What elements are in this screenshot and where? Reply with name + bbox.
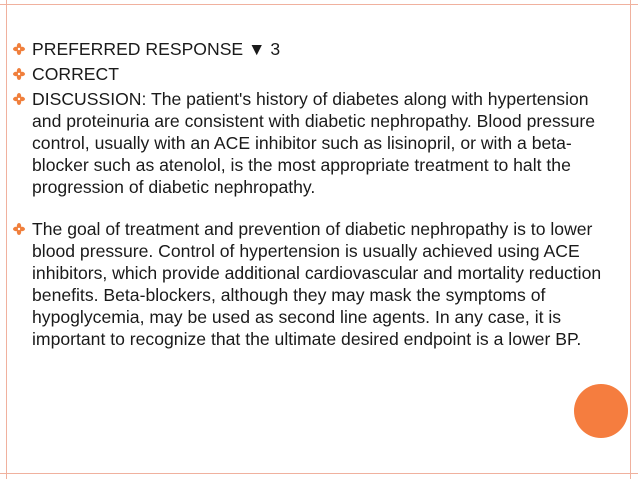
bullet-text: DISCUSSION: The patient's history of diabetes along with hypertension and proteinuria are consistent with diabetic nephropathy. Blood pressure control, usually with an ACE inhibitor such as lisinopril, or with a beta-blocker such as atenolol, is the most appropriate treatment to halt the progression of diabetic nephropathy. [32,89,596,197]
four-leaf-bullet-icon [13,223,25,235]
slide-content [10,38,610,350]
bullet-text: CORRECT [32,64,119,84]
four-leaf-bullet-icon [13,93,25,105]
bullet-treatment-goal [10,218,610,350]
bullet-text: PREFERRED RESPONSE ▼ 3 [32,39,281,59]
bullet-correct [10,63,610,85]
accent-circle [574,384,628,438]
four-leaf-bullet-icon [13,43,25,55]
bullet-preferred-response [10,38,610,60]
frame-line-right [630,0,631,479]
frame-line-left [6,0,7,479]
frame-line-bottom [0,473,638,474]
bullet-text: The goal of treatment and prevention of diabetic nephropathy is to lower blood pressure. Control of hypertension is usually achieved using ACE inhibitors, which provide additional cardiovascular and mortality reduction benefits. Beta-blockers, although they may mask the symptoms of hypoglycemia, may be used as second line agents. In any case, it is important to recognize that the ultimate desired endpoint is a lower BP. [32,219,602,349]
frame-line-top [0,4,638,5]
bullet-discussion [10,88,610,198]
four-leaf-bullet-icon [13,68,25,80]
